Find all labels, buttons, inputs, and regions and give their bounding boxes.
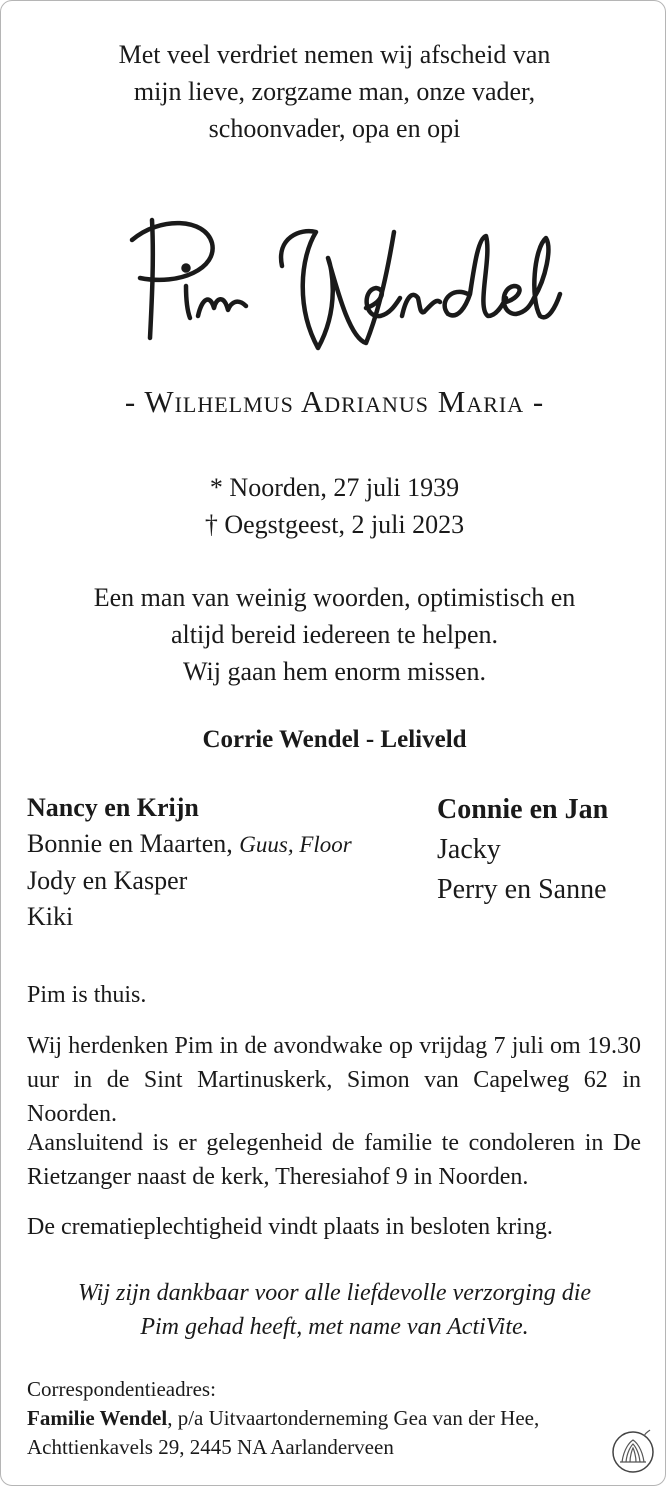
death-date: † Oegstgeest, 2 juli 2023 — [204, 510, 465, 539]
correspondence-rest: , p/a Uitvaartonderneming Gea van der Hee, — [167, 1406, 540, 1430]
intro-line: Met veel verdriet nemen wij afscheid van — [118, 40, 551, 69]
family-right — [437, 790, 657, 910]
tribute-text — [30, 579, 639, 690]
thanks-text — [30, 1276, 639, 1344]
thanks-line: Pim gehad heeft, met name van ActiVite. — [140, 1314, 529, 1340]
correspondence-family: Familie Wendel — [27, 1406, 168, 1430]
tribute-line: altijd bereid iedereen te helpen. — [170, 620, 498, 649]
correspondence-address: Achttienkavels 29, 2445 NA Aarlanderveen — [27, 1435, 394, 1459]
given-names: - Wilhelmus Adrianus Maria - — [124, 384, 545, 419]
family-row — [27, 826, 427, 863]
intro-text — [40, 36, 629, 147]
family-head: Connie en Jan — [437, 794, 609, 825]
family-row: Jacky — [437, 834, 501, 865]
grandchild-couple: Bonnie en Maarten, — [27, 829, 233, 858]
funeral-home-logo-icon — [610, 1428, 656, 1474]
info-paragraph: Aansluitend is er gelegenheid de familie te condoleren in De Rietzanger naast de kerk, Theresiahof 9 in Noorden. — [27, 1130, 641, 1190]
tribute-line: Een man van weinig woorden, optimistisch en — [93, 583, 576, 612]
info-paragraph: Wij herdenken Pim in de avondwake op vrijdag 7 juli om 19.30 uur in de Sint Martinuskerk, Simon van Capelweg 62 in Noorden. — [27, 1033, 641, 1127]
family-row: Jody en Kasper — [27, 866, 188, 895]
info-paragraph: De crematieplechtigheid vindt plaats in besloten kring. — [27, 1214, 553, 1240]
life-dates — [0, 469, 669, 543]
spouse-name: Corrie Wendel - Leliveld — [202, 726, 467, 753]
info-paragraph: Pim is thuis. — [27, 982, 147, 1008]
intro-line: mijn lieve, zorgzame man, onze vader, — [133, 77, 536, 106]
family-row: Kiki — [27, 902, 74, 931]
tribute-line: Wij gaan hem enorm missen. — [183, 657, 486, 686]
intro-line: schoonvader, opa en opi — [208, 114, 461, 143]
family-row: Perry en Sanne — [437, 874, 607, 905]
great-grandchildren: Guus, Floor — [239, 832, 352, 857]
family-left — [27, 790, 427, 935]
birth-date: * Noorden, 27 juli 1939 — [209, 473, 460, 502]
signature-name — [0, 198, 669, 368]
thanks-line: Wij zijn dankbaar voor alle liefdevolle verzorging die — [77, 1280, 592, 1306]
correspondence-label: Correspondentieadres: — [27, 1377, 216, 1401]
correspondence-line — [27, 1404, 641, 1433]
family-head: Nancy en Krijn — [27, 793, 199, 822]
correspondence — [27, 1375, 641, 1462]
